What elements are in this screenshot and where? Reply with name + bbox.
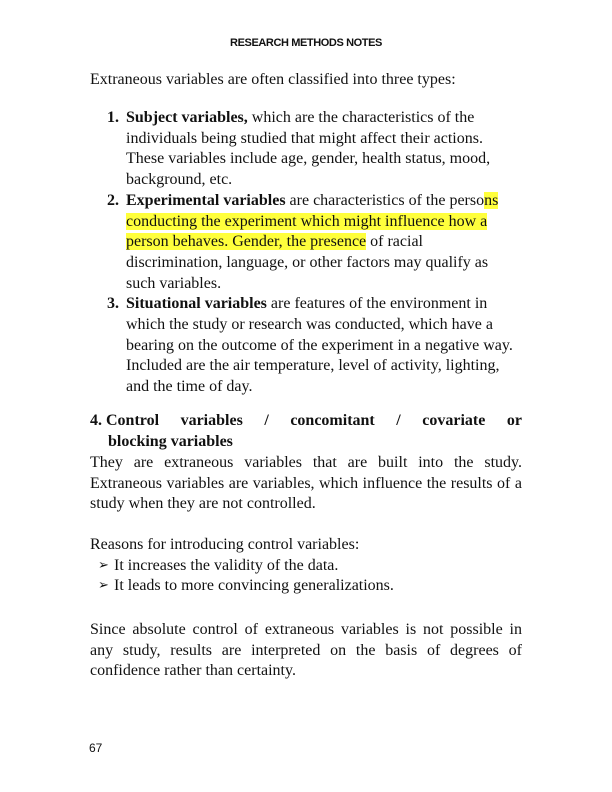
term-subject-variables: Subject variables, — [126, 109, 248, 126]
heading-line — [90, 411, 522, 432]
heading-line-2: blocking variables — [108, 432, 233, 450]
reason-text: It leads to more convincing generalizations. — [114, 577, 394, 595]
reason-text: It increases the validity of the data. — [114, 556, 339, 574]
reasons-section — [90, 535, 530, 597]
closing-paragraph: Since absolute control of extraneous variables is not possible in any study, results are interpreted on the basis of degrees of confidence rather than certainty. — [90, 621, 522, 680]
arrow-bullet-icon: ➢ — [98, 578, 109, 594]
definition-text: which are the characteristics of the individuals being studied that might affect their actions. These variables include age, gender, health status, mood, background, etc. — [126, 109, 491, 189]
page-number: 67 — [89, 741, 103, 755]
list-item-experimental-variables — [107, 191, 519, 295]
intro-paragraph: Extraneous variables are often classified into three types: — [90, 71, 456, 88]
heading-word: 4. Control — [90, 412, 160, 429]
heading-word: variables — [180, 412, 243, 429]
highlighted-text: ns conducting the experiment which might influence how a person behaves. Gender, the presence — [126, 191, 499, 251]
list-item-situational-variables — [107, 294, 519, 398]
definition-text: of racial discrimination, language, or other factors may qualify as such variables. — [126, 233, 489, 292]
heading-word: covariate — [422, 412, 486, 429]
list-number: 3. — [107, 295, 119, 313]
term-situational-variables: Situational variables — [126, 295, 267, 313]
list-number: 1. — [107, 109, 119, 126]
reason-item — [90, 576, 530, 597]
control-variables-heading — [90, 411, 522, 452]
list-number: 2. — [107, 191, 119, 209]
definition-text: are characteristics of the perso — [285, 191, 485, 209]
reason-item — [90, 556, 530, 577]
reasons-lead: Reasons for introducing control variables: — [90, 536, 360, 553]
variable-types-list — [107, 108, 519, 398]
heading-word: / — [264, 412, 269, 429]
definition-text: are features of the environment in which the study or research was conducted, which have a bearing on the outcome of the experiment in a negative way. Included are the air temperature, level of activity, lighting, and the time of day. — [126, 295, 513, 396]
list-item-subject-variables — [107, 108, 519, 191]
heading-word: / — [396, 412, 401, 429]
term-experimental-variables: Experimental variables — [126, 191, 286, 209]
heading-word: concomitant — [290, 412, 375, 429]
page-header: RESEARCH METHODS NOTES — [230, 37, 382, 49]
heading-word: or — [506, 412, 522, 429]
arrow-bullet-icon: ➢ — [98, 557, 109, 573]
control-variables-definition: They are extraneous variables that are built into the study. Extraneous variables are variables, which influence the results of a study when they are not controlled. — [90, 454, 522, 513]
